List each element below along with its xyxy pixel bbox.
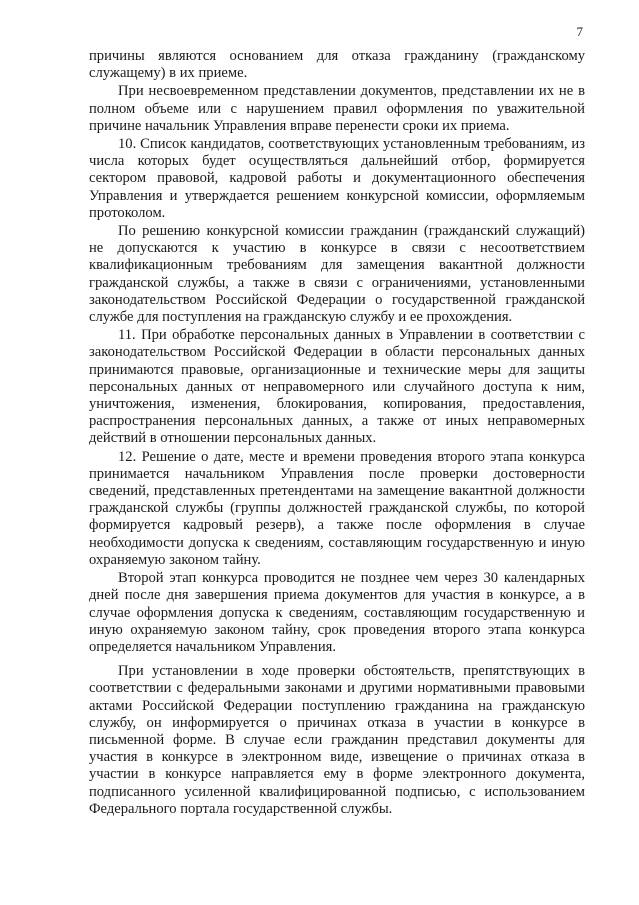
paragraph-second-stage: Второй этап конкурса проводится не позднее чем через 30 календарных дней после дня завершения приема документов для участия в конкурсе, а в случае оформления допуска к сведениям, составляющим государственную и иную охраняемую законом тайну, срок проведения второго этапа конкурса определяется начальником Управления. [89,570,585,655]
paragraph-item-10: 10. Список кандидатов, соответствующих установленным требованиям, из числа которых будет осуществляться дальнейший отбор, формируется сектором правовой, кадровой работы и документационного обеспечения Управления и утверждается решением конкурсной комиссии, оформляемым протоколом. [89,136,585,221]
paragraph-item-11: 11. При обработке персональных данных в Управлении в соответствии с законодательством Российской Федерации в области персональных данных принимаются правовые, организационные и технические меры для защиты персональных данных от неправомерного или случайного доступа к ним, уничтожения, изменения, блокирования, копирования, предоставления, распространения персональных данных, а также от иных неправомерных действий в отношении персональных данных. [89,327,585,447]
document-body [89,48,585,819]
paragraph-continuation: причины являются основанием для отказа гражданину (гражданскому служащему) в их приеме. [89,48,585,82]
page-number: 7 [576,24,583,39]
paragraph-late-submission: При несвоевременном представлении документов, представлении их не в полном объеме или с нарушением правил оформления по уважительной причине начальник Управления вправе перенести сроки их приема. [89,83,585,134]
paragraph-item-12: 12. Решение о дате, месте и времени проведения второго этапа конкурса принимается начальником Управления после проверки достоверности сведений, представленных претендентами на замещение вакантной должности гражданской службы (группы должностей гражданской службы, по которой формируется кадровый резерв), а также после оформления в случае необходимости допуска к сведениям, составляющим государственную и иную охраняемую законом тайну. [89,448,585,568]
paragraph-commission-decision: По решению конкурсной комиссии гражданин (гражданский служащий) не допускаются к участию в конкурсе в связи с несоответствием квалификационным требованиям для замещения вакантной должности гражданской службы, а также в связи с ограничениями, установленными законодательством Российской Федерации о государственной гражданской службе для поступления на гражданскую службу и ее прохождения. [89,223,585,326]
paragraph-refusal-notice: При установлении в ходе проверки обстоятельств, препятствующих в соответствии с федеральными законами и другими нормативными правовыми актами Российской Федерации поступлению гражданина на гражданскую службу, он информируется о причинах отказа в участии в конкурсе в письменной форме. В случае если гражданин представил документы для участия в конкурсе в электронном виде, извещение о причинах отказа в участии в конкурсе направляется ему в форме электронного документа, подписанного усиленной квалифицированной подписью, с использованием Федерального портала государственной службы. [89,663,585,817]
